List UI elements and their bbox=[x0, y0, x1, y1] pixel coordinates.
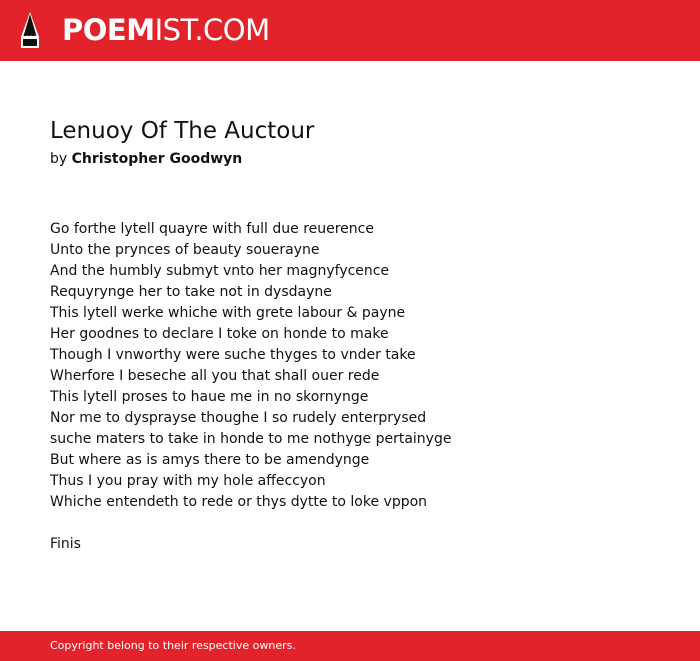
poem-title: Lenuoy Of The Auctour bbox=[50, 118, 315, 144]
poem-line: Wherfore I beseche all you that shall ouer rede bbox=[50, 368, 380, 384]
poem-line: This lytell proses to haue me in no skornynge bbox=[50, 389, 369, 405]
by-label: by bbox=[50, 151, 68, 167]
poem-line: But where as is amys there to be amendynge bbox=[50, 452, 370, 468]
site-logo[interactable] bbox=[62, 12, 270, 48]
poem-ending: Finis bbox=[50, 536, 81, 552]
poem-line: Her goodnes to declare I toke on honde to make bbox=[50, 326, 389, 342]
poem-content bbox=[50, 115, 670, 555]
poem-line: Go forthe lytell quayre with full due reuerence bbox=[50, 221, 374, 237]
site-header bbox=[0, 0, 700, 61]
poem-line: This lytell werke whiche with grete labour & payne bbox=[50, 305, 406, 321]
poem-line: Though I vnworthy were suche thyges to vnder take bbox=[50, 347, 416, 363]
poem-line: Nor me to dysprayse thoughe I so rudely enterprysed bbox=[50, 410, 427, 426]
pencil-tip-icon[interactable] bbox=[18, 11, 42, 51]
poem-line: And the humbly submyt vnto her magnyfycence bbox=[50, 263, 390, 279]
byline bbox=[50, 149, 670, 169]
poem-line: Whiche entendeth to rede or thys dytte to loke vppon bbox=[50, 494, 428, 510]
poem-line: Thus I you pray with my hole affeccyon bbox=[50, 473, 326, 489]
copyright-notice: Copyright belong to their respective owners. bbox=[50, 639, 296, 652]
poem-body bbox=[50, 219, 670, 513]
poem-line: Requyrynge her to take not in dysdayne bbox=[50, 284, 332, 300]
logo-light-text: IST.COM bbox=[154, 13, 270, 47]
logo-bold-text: POEM bbox=[62, 13, 155, 47]
poem-line: Unto the prynces of beauty souerayne bbox=[50, 242, 320, 258]
poem-line: suche maters to take in honde to me nothyge pertainyge bbox=[50, 431, 452, 447]
author-name: Christopher Goodwyn bbox=[71, 151, 243, 167]
site-footer bbox=[0, 631, 700, 661]
